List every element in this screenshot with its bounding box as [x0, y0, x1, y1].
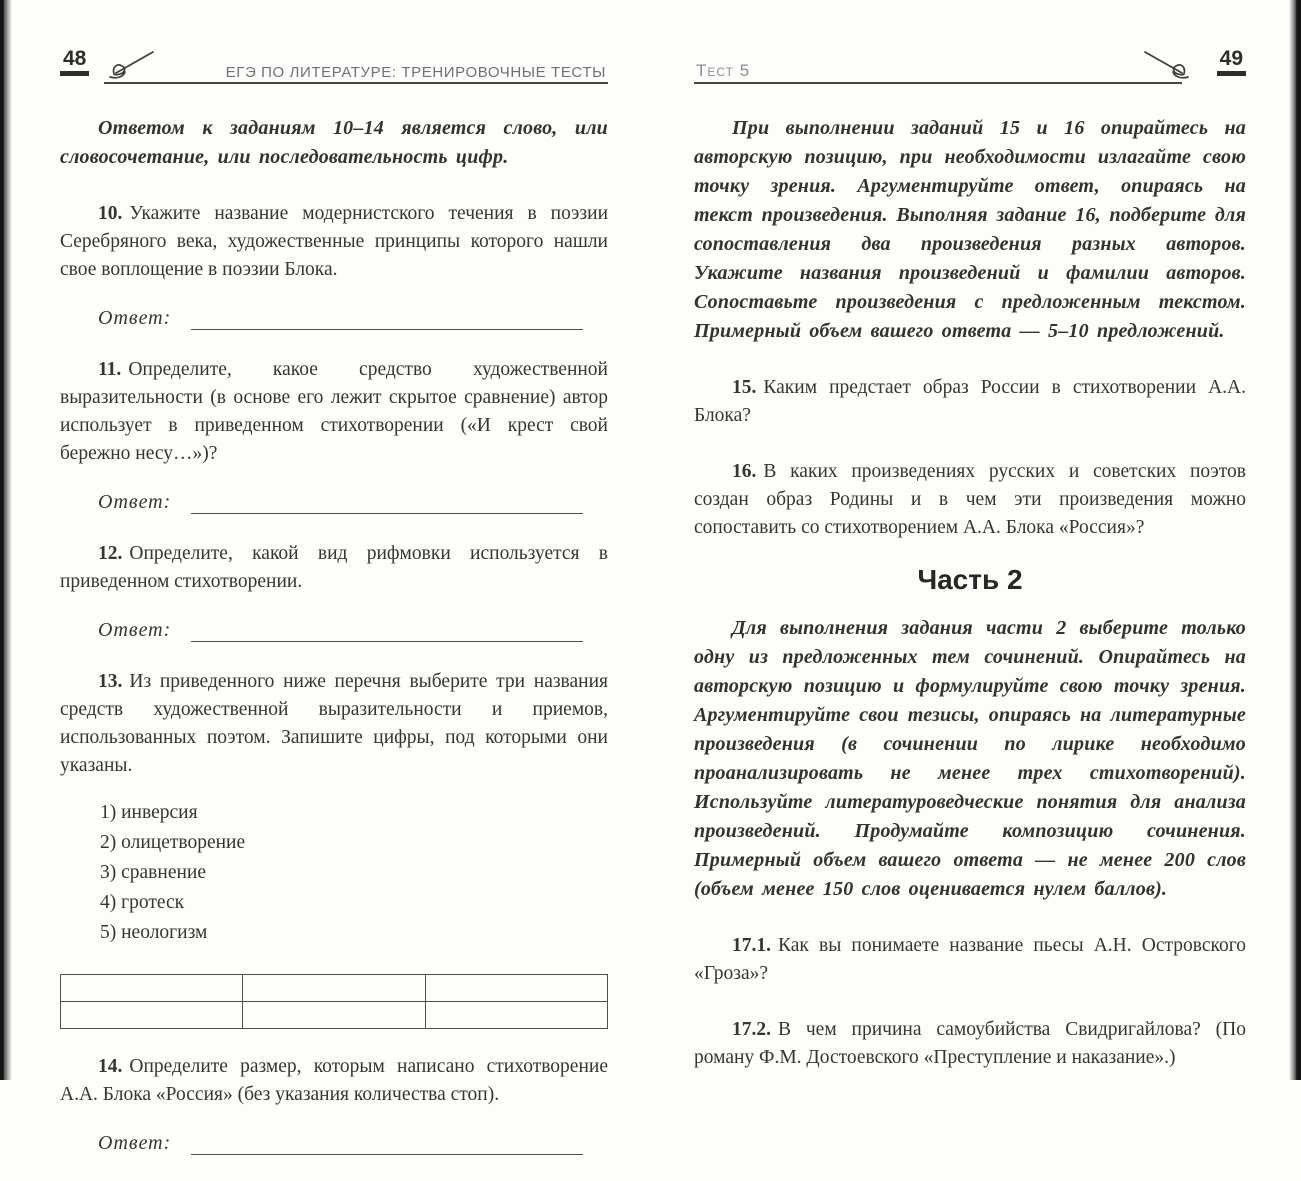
page-right [694, 48, 1246, 1072]
page-header-right [694, 48, 1246, 90]
answer-label: Ответ: [98, 1132, 172, 1154]
question-13 [60, 668, 608, 780]
question-16-text: В каких произведениях русских и советских поэтов создан образ Родины и в чем эти произведения можно сопоставить со стихотворением А.А. Блока «Россия»? [694, 461, 1246, 538]
option-item-1: 1) инверсия [100, 802, 198, 823]
page-edge-shadow-right [1289, 0, 1301, 1080]
option-item-4: 4) гротеск [100, 892, 185, 913]
instruction-note-part2: Для выполнения задания части 2 выберите только одну из предложенных тем сочинений. Опирайтесь на авторскую позицию и формулируйте свою точку зрения. Аргументируйте свои тезисы, опираясь на литературные произведения (в сочинении по лирике необходимо проанализировать не менее трех стихотворений). Используйте литературоведческие понятия для анализа произведений. Продумайте композицию сочинения. Примерный объем вашего ответа — не менее 200 слов (объем менее 150 слов оценивается нулем баллов). [694, 617, 1246, 900]
instruction-note-10-14: Ответом к заданиям 10–14 является слово, или словосочетание, или последовательность цифр. [60, 117, 608, 168]
question-12 [60, 540, 608, 596]
question-10-number: 10. [98, 203, 123, 224]
question-16 [694, 458, 1246, 542]
answer-table-row [61, 1002, 608, 1029]
question-14 [60, 1053, 608, 1109]
question-15-number: 15. [732, 377, 757, 398]
question-13-number: 13. [98, 671, 123, 692]
question-11 [60, 356, 608, 468]
answer-label: Ответ: [98, 619, 172, 641]
question-10 [60, 200, 608, 284]
answer-label: Ответ: [98, 307, 172, 329]
answer-blank-line [191, 306, 583, 330]
option-item-5: 5) неологизм [100, 922, 208, 943]
question-16-number: 16. [732, 461, 757, 482]
answer-row-11 [60, 484, 608, 514]
option-item-3: 3) сравнение [100, 862, 207, 883]
page-number: 49 [1217, 48, 1246, 76]
question-17-1-text: Как вы понимаете название пьесы А.Н. Островского «Гроза»? [694, 935, 1246, 984]
answer-table-row [61, 975, 608, 1002]
question-11-number: 11. [98, 359, 122, 380]
answer-row-12 [60, 612, 608, 642]
running-header-title: Тест 5 [696, 61, 751, 80]
question-15 [694, 374, 1246, 430]
page-number: 48 [60, 48, 89, 76]
answer-table-cell [61, 975, 243, 1002]
answer-row-14 [60, 1125, 608, 1155]
header-rule [694, 82, 1182, 84]
instruction-note-15-16: При выполнении заданий 15 и 16 опирайтесь на авторскую позицию, при необходимости излагайте свою точку зрения. Аргументируйте ответ, опираясь на текст произведения. Выполняя задание 16, подберите для сопоставления два произведения разных авторов. Укажите названия произведений и фамилии авторов. Сопоставьте произведения с предложенным текстом. Примерный объем вашего ответа — 5–10 предложений. [694, 117, 1246, 342]
answer-blank-line [191, 1131, 583, 1155]
answer-table-cell [243, 1002, 425, 1029]
page-left [60, 48, 608, 1181]
page-header-left [60, 48, 608, 90]
question-12-text: Определите, какой вид рифмовки используется в приведенном стихотворении. [60, 543, 608, 592]
header-rule [104, 82, 608, 84]
answer-table [60, 974, 608, 1029]
answer-row-10 [60, 300, 608, 330]
answer-label: Ответ: [98, 491, 172, 513]
quill-pen-icon [108, 48, 158, 85]
running-header-title: ЕГЭ ПО ЛИТЕРАТУРЕ: ТРЕНИРОВОЧНЫЕ ТЕСТЫ [225, 64, 606, 81]
page-edge-shadow-left [0, 0, 12, 1080]
answer-table-cell [425, 1002, 607, 1029]
question-17-2-text: В чем причина самоубийства Свидригайлова? (По роману Ф.М. Достоевского «Преступление и наказание».) [694, 1019, 1246, 1068]
question-14-text: Определите размер, которым написано стихотворение А.А. Блока «Россия» (без указания количества стоп). [60, 1056, 608, 1105]
question-15-text: Каким предстает образ России в стихотворении А.А. Блока? [694, 377, 1246, 426]
question-17-2-number: 17.2. [732, 1019, 771, 1040]
question-17-1 [694, 932, 1246, 988]
question-11-text: Определите, какое средство художественной выразительности (в основе его лежит скрытое сравнение) автор использует в приведенном стихотворении («И крест свой бережно несу…»)? [60, 359, 608, 464]
question-10-text: Укажите название модернистского течения в поэзии Серебряного века, художественные принципы которого нашли свое воплощение в поэзии Блока. [60, 203, 608, 280]
question-17-2 [694, 1016, 1246, 1072]
answer-table-cell [243, 975, 425, 1002]
option-list [60, 798, 608, 948]
part2-heading: Часть 2 [917, 564, 1023, 595]
quill-pen-icon [1140, 48, 1190, 85]
answer-blank-line [191, 490, 583, 514]
question-13-text: Из приведенного ниже перечня выберите три названия средств художественной выразительности и приемов, использованных поэтом. Запишите цифры, под которыми они указаны. [60, 671, 608, 776]
answer-table-cell [425, 975, 607, 1002]
answer-table-cell [61, 1002, 243, 1029]
answer-blank-line [191, 618, 583, 642]
question-17-1-number: 17.1. [732, 935, 771, 956]
question-12-number: 12. [98, 543, 123, 564]
question-14-number: 14. [98, 1056, 123, 1077]
option-item-2: 2) олицетворение [100, 832, 246, 853]
